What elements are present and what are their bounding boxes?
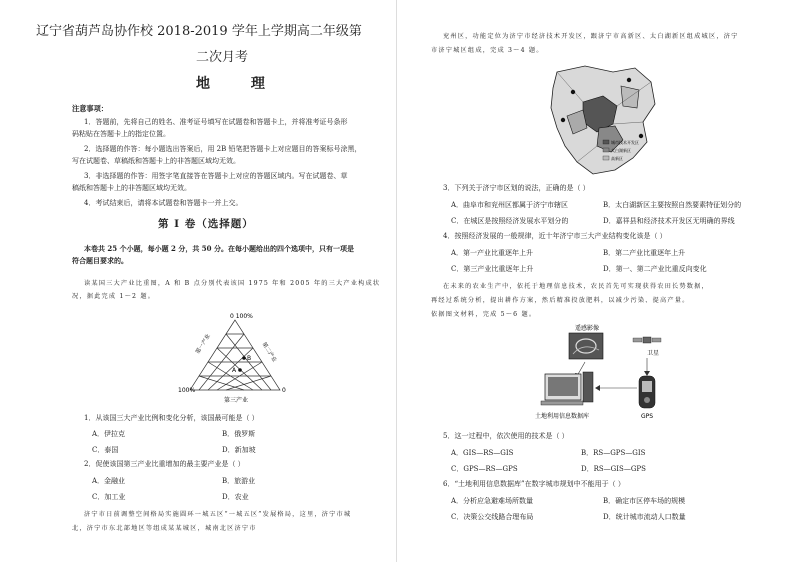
legend-swatch-mid: [603, 148, 609, 152]
gps-label: GPS: [641, 413, 654, 420]
passage-text: 读某国三大产业比重图，A 和 B 点分别代表该国 1975 年和 2005 年的三大产业构成状: [84, 280, 381, 287]
question-2-stem: 2．促使该国第三产业比重增加的最主要产业是（ ）: [84, 460, 245, 468]
city-marker: [639, 134, 643, 138]
notice-item: 码粘贴在答题卡上的指定位置。: [72, 130, 170, 138]
volume-instruction: 符合题目要求的。: [72, 256, 128, 265]
passage-text: 况，据此完成 1～2 题。: [72, 293, 156, 300]
passage-text: 在未来的农业生产中，依托于地理信息技术，农民首先可实现获得农田长势数据，: [443, 283, 709, 290]
database-label: 土地利用信息数据库: [535, 413, 590, 420]
axis-secondary-label: 第二产业: [260, 341, 278, 364]
city-marker: [627, 78, 631, 82]
notice-item: 2．选择题的作答：每小题选出答案后，用 2B 铅笔把答题卡上对应题目的答案标号涂黑，: [84, 145, 362, 153]
q1-option-b[interactable]: B．俄罗斯: [222, 430, 256, 438]
volume-title: 第 I 卷（选择题）: [158, 218, 254, 230]
legend-label: 城市技术开发区: [611, 140, 639, 145]
satellite-label: 卫星: [647, 350, 660, 357]
question-4-stem: 4．按照经济发展的一般规律，近十年济宁市三大产业结构变化该是（ ）: [443, 232, 667, 240]
q3-option-c[interactable]: C．在城区是按照经济发展水平划分的: [451, 217, 569, 225]
question-3-stem: 3．下列关于济宁市区划的说法，正确的是（ ）: [443, 184, 590, 192]
q4-option-a[interactable]: A．第一产业比重逐年上升: [451, 249, 534, 257]
q2-option-b[interactable]: B．旅游业: [222, 477, 256, 485]
notice-heading: 注意事项：: [72, 104, 108, 113]
city-marker: [561, 118, 565, 122]
q4-option-d[interactable]: D．第一、第二产业比重反向变化: [603, 265, 707, 273]
passage-text: 依据图文材料，完成 5～6 题。: [431, 311, 537, 318]
legend-swatch-light: [603, 156, 609, 160]
remote-sensing-label: 遥感影像: [575, 325, 600, 332]
q6-option-c[interactable]: C．决策公交线路合理布局: [451, 513, 534, 521]
district-map: [543, 62, 663, 180]
computer-icon: [541, 372, 593, 405]
subject-title: 地 理: [196, 76, 283, 92]
left-corner-label: 100%: [178, 387, 196, 394]
volume-instruction: 本卷共 25 个小题，每小题 2 分，共 50 分。在每小题给出的四个选项中，只有一项是: [84, 244, 354, 253]
legend-swatch-dark: [603, 140, 609, 144]
notice-item: 稿纸和答题卡上的非答题区域均无效。: [72, 184, 191, 192]
q1-option-d[interactable]: D．新加坡: [222, 446, 256, 454]
q2-option-c[interactable]: C．加工业: [92, 493, 126, 501]
q6-option-b[interactable]: B．确定市区停车场的规模: [603, 497, 686, 505]
passage-text: 兖州区，功能定位为济宁市经济技术开发区，跟济宁市高新区、太白湖新区组成城区，济宁: [443, 33, 739, 40]
q3-option-a[interactable]: A．曲阜市和兖州区都属于济宁市辖区: [451, 201, 569, 209]
passage-text: 济宁市日前调整空间格局实施圆环一城五区“一城五区”发展格局，这里，济宁市城: [84, 511, 352, 518]
notice-item: 3．非选择题的作答：用签字笔直接答在答题卡上对应的答题区域内。写在试题卷、草: [84, 172, 348, 180]
notice-item: 4．考试结束后，请将本试题卷和答题卡一并上交。: [84, 199, 243, 207]
passage-text: 市济宁城区组成，完成 3～4 题。: [431, 47, 544, 54]
q5-option-b[interactable]: B．RS—GPS—GIS: [581, 449, 646, 457]
q5-option-d[interactable]: D．RS—GIS—GPS: [581, 465, 646, 473]
q1-option-c[interactable]: C．泰国: [92, 446, 119, 454]
axis-primary-label: 第一产业: [195, 333, 212, 356]
q5-option-c[interactable]: C．GPS—RS—GPS: [451, 465, 518, 473]
legend-label: 高新区: [611, 156, 623, 161]
question-5-stem: 5．这一过程中，依次使用的技术是（ ）: [443, 432, 569, 440]
city-marker: [571, 90, 575, 94]
technology-diagram: [533, 322, 673, 426]
point-b-label: B: [247, 355, 252, 362]
passage-text: 再经过系统分析，提出耕作方案，然后精准投放肥料，以减少污染、提高产量。: [431, 297, 690, 304]
triangle-chart: [180, 314, 290, 406]
exam-title-line1: 辽宁省葫芦岛协作校 2018-2019 学年上学期高二年级第: [36, 24, 362, 39]
satellite-icon: [633, 337, 661, 343]
point-b-marker: [242, 356, 246, 360]
right-page: [397, 0, 794, 562]
notice-item: 1．答题前，先将自己的姓名、准考证号填写在试题卷和答题卡上，并将准考证号条形: [84, 118, 348, 126]
q2-option-a[interactable]: A．金融业: [92, 477, 126, 485]
passage-text: 北，济宁市东北部地区等组成某某城区，城南北区济宁市: [72, 525, 257, 532]
q3-option-b[interactable]: B．太白湖新区主要按照自然要素特征划分的: [603, 201, 742, 209]
point-a-marker: [238, 368, 242, 372]
q2-option-d[interactable]: D．农业: [222, 493, 249, 501]
legend-label: 太白湖新区: [611, 148, 631, 153]
q6-option-a[interactable]: A．分析应急避难场所数量: [451, 497, 534, 505]
remote-sensing-image: [569, 333, 603, 359]
q6-option-d[interactable]: D．统计城市流动人口数量: [603, 513, 686, 521]
q4-option-c[interactable]: C．第三产业比重逐年上升: [451, 265, 534, 273]
question-1-stem: 1．从该国三大产业比例和变化分析，该国最可能是（ ）: [84, 414, 259, 422]
q4-option-b[interactable]: B．第二产业比重逐年上升: [603, 249, 686, 257]
question-6-stem: 6．“土地利用信息数据库”在数字城市规划中不能用于（ ）: [443, 480, 625, 488]
notice-item: 写在试题卷、草稿纸和答题卡上的非答题区域均无效。: [72, 157, 240, 165]
q5-option-a[interactable]: A．GIS—RS—GIS: [451, 449, 514, 457]
q1-option-a[interactable]: A．伊拉克: [92, 430, 126, 438]
right-corner-label: 0: [282, 387, 286, 394]
top-axis-label: 0 100%: [230, 313, 253, 320]
point-a-label: A: [232, 367, 237, 374]
axis-tertiary-label: 第三产业: [224, 397, 249, 404]
gps-device-icon: [639, 376, 655, 408]
q3-option-d[interactable]: D．嘉祥县和经济技术开发区无明确的界线: [603, 217, 735, 225]
exam-title-line2: 二次月考: [196, 50, 249, 65]
